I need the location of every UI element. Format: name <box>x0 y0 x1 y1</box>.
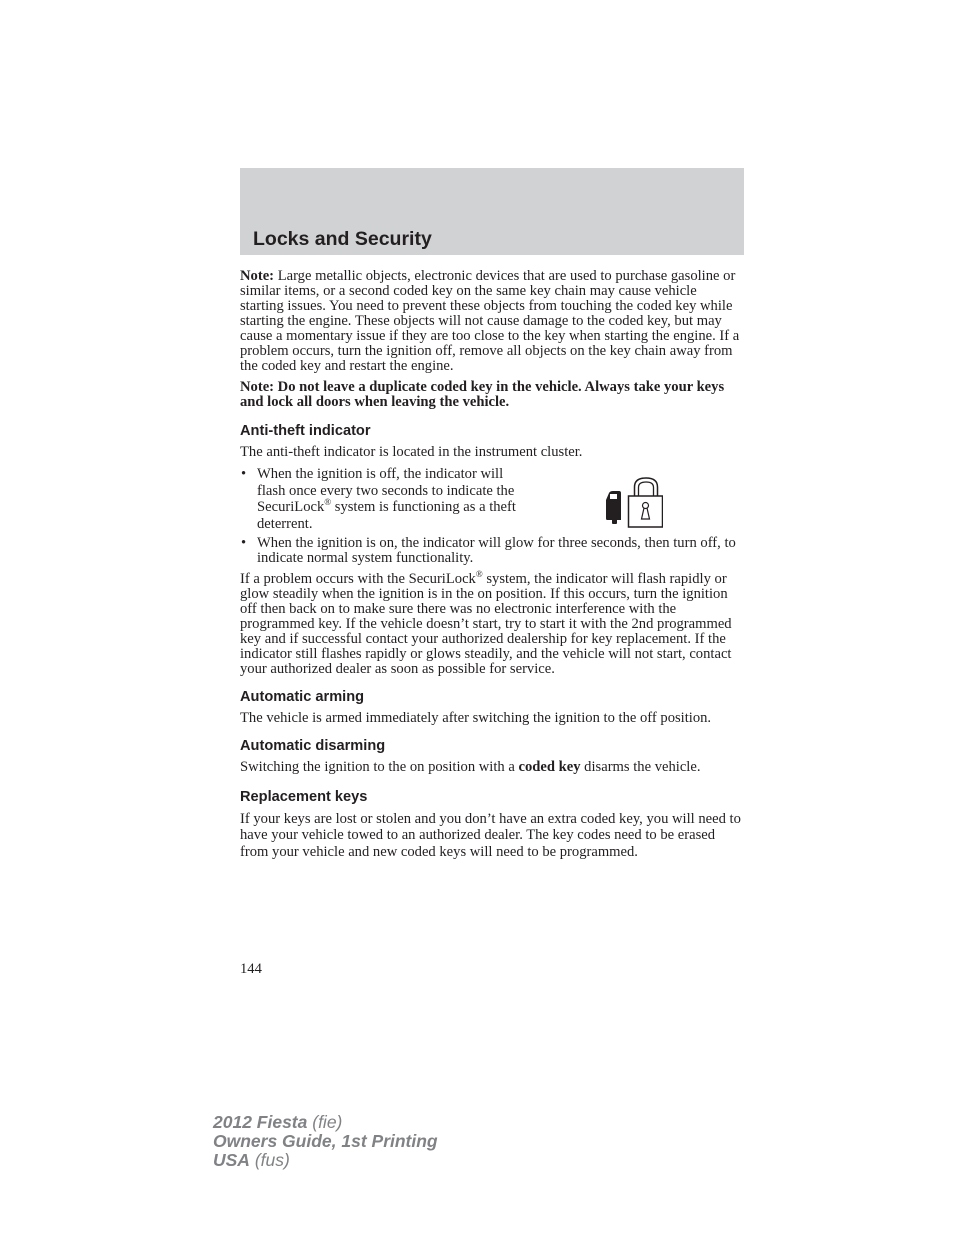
paragraph-text: Switching the ignition to the on position with a <box>240 759 519 775</box>
replacement-keys-text: If your keys are lost or stolen and you don’t have an extra coded key, you will need to have your vehicle towed to an authorized dealer. The key codes need to be erased from your vehicle and new coded keys will need to be programmed. <box>240 811 741 860</box>
registered-mark: ® <box>324 497 332 508</box>
page-content <box>240 269 744 860</box>
anti-theft-list <box>240 466 744 566</box>
footer-market: USA <box>213 1150 250 1170</box>
note-duplicate-key: Note: Do not leave a duplicate coded key in the vehicle. Always take your keys and lock all doors when leaving the vehicle. <box>240 379 725 410</box>
heading-anti-theft: Anti-theft indicator <box>240 423 371 439</box>
anti-theft-problem-paragraph <box>240 569 744 677</box>
footer-market-code: (fus) <box>249 1150 290 1170</box>
footer-line-printing: Owners Guide, 1st Printing <box>213 1131 438 1151</box>
heading-replacement-keys: Replacement keys <box>240 789 368 805</box>
bullet-ignition-on <box>240 536 744 566</box>
paragraph-text: system, the indicator will flash rapidly or glow steadily when the ignition is in the on position. If this occurs, turn the ignition off then back on to make sure there was no electronic interference with the programmed key. If the vehicle doesn’t start, try to start it with the 2nd programmed key and if successful contact your authorized dealership for key replacement. If the indicator still flashes rapidly or glows steadily, and the vehicle will not start, contact your authorized dealer as soon as possible for service. <box>240 571 732 677</box>
paragraph-text: If a problem occurs with the SecuriLock <box>240 571 476 587</box>
bullet-text: When the ignition is off, the indicator will flash once every two seconds to indicate the SecuriLock <box>257 466 515 515</box>
heading-automatic-disarming: Automatic disarming <box>240 738 386 754</box>
automatic-arming-text: The vehicle is armed immediately after switching the ignition to the off position. <box>240 710 712 726</box>
anti-theft-intro: The anti-theft indicator is located in the instrument cluster. <box>240 444 583 460</box>
footer-model-code: (fie) <box>307 1112 343 1132</box>
footer-edition-info <box>213 1113 438 1170</box>
vehicle-padlock-icon <box>605 476 663 528</box>
note-metallic-objects <box>240 269 744 374</box>
note-label: Note: <box>240 268 275 284</box>
footer-line-model <box>213 1113 438 1132</box>
note-text: Large metallic objects, electronic devices that are used to purchase gasoline or similar items, or a second coded key on the same key chain may cause vehicle starting issues. You need to prevent these objects from touching the coded key while starting the engine. These objects will not cause damage to the coded key, but may cause a momentary issue if they are too close to the key when starting the engine. If a problem occurs, turn the ignition off, remove all objects on the key chain away from the coded key and restart the engine. <box>240 268 740 374</box>
footer-model: 2012 Fiesta <box>213 1112 308 1132</box>
heading-automatic-arming: Automatic arming <box>240 689 365 705</box>
bullet-text: system is functioning as a theft deterrent. <box>257 499 516 532</box>
page-number: 144 <box>240 961 262 977</box>
coded-key-emphasis: coded key <box>518 759 581 775</box>
list-item <box>240 466 744 532</box>
section-title: Locks and Security <box>253 228 432 250</box>
automatic-disarming-text <box>240 760 744 775</box>
registered-mark: ® <box>475 569 483 580</box>
bullet-text: When the ignition is on, the indicator will glow for three seconds, then turn off, to indicate normal system functionality. <box>257 535 736 566</box>
bullet-ignition-off <box>240 466 517 532</box>
footer-line-market <box>213 1151 438 1170</box>
paragraph-text: disarms the vehicle. <box>580 759 701 775</box>
section-header-band <box>240 168 744 255</box>
